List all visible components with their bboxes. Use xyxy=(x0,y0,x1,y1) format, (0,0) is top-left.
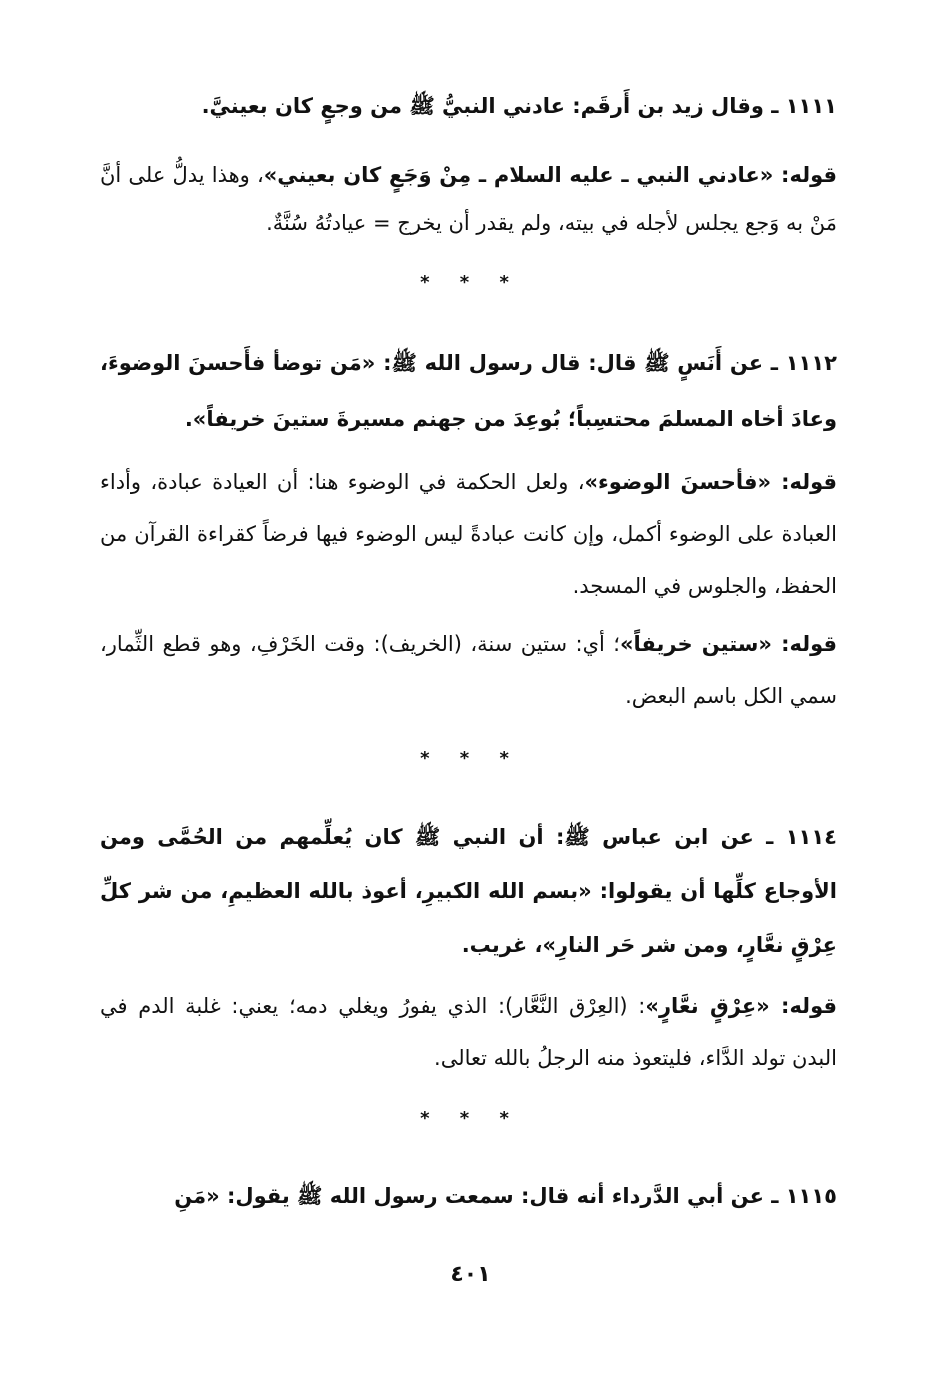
commentary-text: ، وهذا يدلُّ على أنَّ مَنْ به وَجع يجلس لأجله في بيته، ولم يقدر أن يخرج = عيادتُهُ سُنَّةٌ. xyxy=(100,163,837,235)
commentary-text: ؛ أي: ستين سنة، (الخريف): وقت الخَرْفِ، وهو قطع الثِّمار، سمي الكل باسم البعض. xyxy=(100,632,837,708)
commentary-text: ، ولعل الحكمة في الوضوء هنا: أن العيادة عبادة، وأداء العبادة على الوضوء أكمل، وإن كانت عبادةً ليس الوضوء فيها فرضاً كقراءة القرآن من الحفظ، والجلوس في المسجد. xyxy=(100,470,837,598)
hadith-1111 xyxy=(100,80,837,132)
hadith-text: ١١١٥ ـ عن أبي الدَّرداء أنه قال: سمعت رسول الله ﷺ يقول: «مَنِ xyxy=(174,1184,837,1208)
section-separator: * * * xyxy=(420,272,521,293)
commentary-1111 xyxy=(100,151,837,247)
section-separator: * * * xyxy=(420,748,521,769)
commentary-1112-b xyxy=(100,618,837,722)
hadith-text: ١١١٤ ـ عن ابن عباس ﷺ: أن النبي ﷺ كان يُعلِّمهم من الحُمَّى ومن الأوجاع كلِّها أن يقولوا: «بسم الله الكبيرِ، أعوذ بالله العظيمِ، من شر كلِّ عِرْقٍ نعَّارٍ، ومن شر حَر النارِ»، غريب. xyxy=(100,825,837,957)
hadith-text: ١١١٢ ـ عن أَنَسٍ ﷺ قال: قال رسول الله ﷺ: «مَن توضأ فأَحسنَ الوضوءَ، وعادَ أخاه المسلمَ محتسِباً؛ بُوعِدَ من جهنم مسيرةَ ستينَ خريفاً». xyxy=(100,351,837,431)
commentary-lead: قوله: «عادني النبي ـ عليه السلام ـ مِنْ وَجَعٍ كان بعيني» xyxy=(263,163,837,187)
commentary-lead: قوله: «ستين خريفاً» xyxy=(619,632,838,656)
commentary-1114 xyxy=(100,980,837,1084)
hadith-1112 xyxy=(100,335,837,447)
section-separator: * * * xyxy=(420,1108,521,1129)
hadith-1114 xyxy=(100,810,837,972)
commentary-lead: قوله: «عِرْقٍ نعَّارٍ» xyxy=(645,994,837,1018)
commentary-lead: قوله: «فأحسنَ الوضوء» xyxy=(584,470,838,494)
hadith-text: ١١١١ ـ وقال زيد بن أَرقَم: عادني النبيُّ ﷺ من وجعٍ كان بعينيَّ. xyxy=(201,94,837,118)
page-number: ٤٠١ xyxy=(450,1262,491,1287)
commentary-text: : (العِرْق النَّعَّار): الذي يفورُ ويغلي دمه؛ يعني: غلبة الدم في البدن تولد الدَّاء، فليتعوذ منه الرجلُ بالله تعالى. xyxy=(100,994,837,1070)
hadith-1115 xyxy=(100,1170,837,1222)
commentary-1112-a xyxy=(100,456,837,612)
